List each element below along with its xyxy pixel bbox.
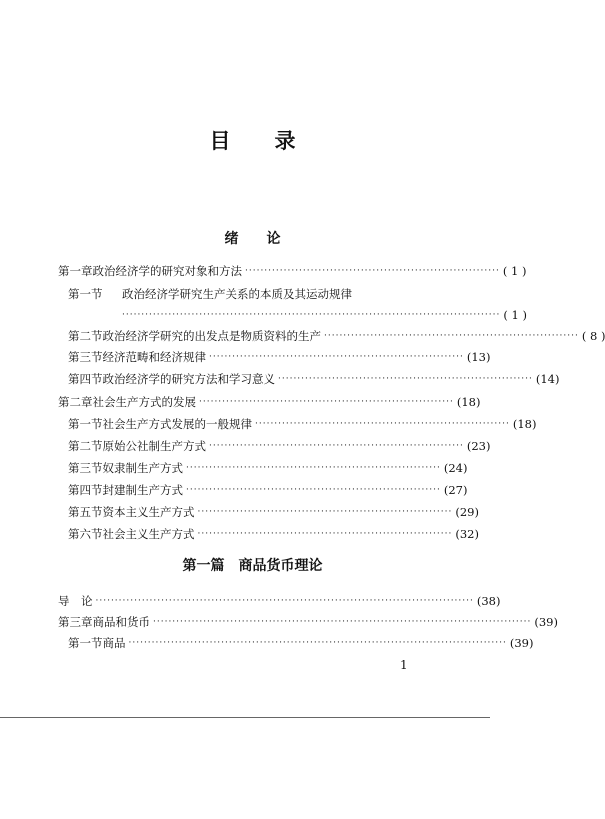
- leader-dots: ··································································: [186, 463, 441, 473]
- toc-entry-title: 封建制生产方式: [102, 483, 183, 497]
- toc-entry-title: 经济范畴和经济规律: [102, 350, 206, 364]
- toc-entry-label: 第一节: [68, 287, 103, 301]
- toc-entry-label: 第三章: [58, 615, 93, 629]
- section-heading-intro: [0, 228, 505, 248]
- toc-entry-title: 社会主义生产方式: [102, 527, 195, 541]
- leader-dots: ··································································································: [153, 617, 532, 627]
- toc-entry: [68, 415, 537, 433]
- toc-entry-label: 第一节: [68, 417, 103, 431]
- toc-entry-page: (39): [534, 615, 558, 629]
- toc-entry-continuation: [122, 306, 527, 324]
- toc-entry-title: 政治经济学研究生产关系的本质及其运动规律: [122, 287, 352, 301]
- toc-entry-title: 社会生产方式的发展: [92, 395, 196, 409]
- leader-dots: ··································································································: [128, 638, 507, 648]
- toc-entry: [68, 503, 479, 521]
- toc-entry: [68, 285, 426, 303]
- toc-entry-page: (38): [476, 594, 501, 608]
- toc-entry-page: (18): [456, 395, 481, 409]
- toc-entry-title: 资本主义生产方式: [102, 505, 195, 519]
- toc-entry-label: 第五节: [68, 505, 103, 519]
- toc-entry-title: 商品和货币: [92, 615, 150, 629]
- toc-entry-title: 商品: [102, 636, 126, 650]
- section-intro-char-1: 绪: [224, 231, 239, 247]
- toc-entry-label: 第六节: [68, 527, 103, 541]
- toc-entry-label: 第四节: [68, 372, 103, 386]
- toc-entry-label: 第三节: [68, 350, 103, 364]
- page-title: [0, 125, 505, 155]
- toc-entry-title: 社会生产方式发展的一般规律: [102, 417, 252, 431]
- toc-entry-title: 奴隶制生产方式: [102, 461, 183, 475]
- toc-entry-title: 政治经济学的研究对象和方法: [92, 264, 242, 278]
- toc-entry: [68, 327, 605, 345]
- toc-entry-title: 政治经济学的研究方法和学习意义: [102, 372, 275, 386]
- leader-dots: ··································································: [197, 507, 453, 517]
- toc-entry-page: (32): [455, 527, 479, 541]
- leader-dots: ··································································: [255, 419, 510, 429]
- toc-entry-label: 第二章: [58, 395, 93, 409]
- toc-entry: [58, 262, 527, 280]
- page-number: 1: [400, 658, 408, 672]
- bottom-rule: [0, 717, 490, 718]
- toc-entry-label: 第二节: [68, 439, 103, 453]
- toc-entry: [58, 613, 558, 631]
- section-intro-char-2: 论: [266, 231, 281, 247]
- toc-entry: [58, 592, 501, 610]
- title-char-2: 录: [274, 129, 296, 153]
- toc-entry-label: 第一章: [58, 264, 93, 278]
- toc-entry-page: ( 1 ): [503, 308, 527, 322]
- leader-dots: ··································································: [209, 352, 464, 362]
- toc-entry-title: 政治经济学研究的出发点是物质资料的生产: [102, 329, 321, 343]
- leader-dots: ··································································: [278, 374, 533, 384]
- toc-entry-page: (13): [466, 350, 491, 364]
- leader-dots: ··································································: [186, 485, 441, 495]
- toc-entry-page: (29): [455, 505, 479, 519]
- toc-entry-label: 第四节: [68, 483, 103, 497]
- toc-entry: [68, 634, 534, 652]
- leader-dots: ··································································: [209, 441, 464, 451]
- leader-dots: ··································································································: [122, 310, 501, 320]
- toc-entry-page: (18): [512, 417, 537, 431]
- toc-entry-label: 导 论: [58, 594, 93, 608]
- leader-dots: ··································································: [199, 397, 454, 407]
- toc-entry: [68, 370, 560, 388]
- section-heading-part-1: 第一篇 商品货币理论: [182, 558, 323, 574]
- toc-entry: [68, 437, 491, 455]
- toc-entry: [68, 348, 491, 366]
- leader-dots: ··································································································: [95, 596, 474, 606]
- toc-entry-label: 第一节: [68, 636, 103, 650]
- leader-dots: ··································································: [324, 331, 579, 341]
- toc-entry-page: (39): [509, 636, 534, 650]
- toc-entry-page: (27): [443, 483, 468, 497]
- toc-entry: [68, 525, 479, 543]
- leader-dots: ··································································: [197, 529, 453, 539]
- toc-entry-page: (14): [535, 372, 560, 386]
- toc-entry-page: (23): [466, 439, 491, 453]
- toc-entry: [68, 459, 468, 477]
- toc-entry: [68, 481, 468, 499]
- leader-dots: ··································································: [245, 266, 500, 276]
- toc-entry-page: ( 1 ): [502, 264, 527, 278]
- toc-entry: [58, 393, 481, 411]
- toc-entry-title: 原始公社制生产方式: [102, 439, 206, 453]
- title-char-1: 目: [209, 129, 231, 153]
- toc-entry-page: (24): [443, 461, 468, 475]
- toc-entry-page: ( 8 ): [581, 329, 605, 343]
- toc-entry-label: 第二节: [68, 329, 103, 343]
- toc-entry-label: 第三节: [68, 461, 103, 475]
